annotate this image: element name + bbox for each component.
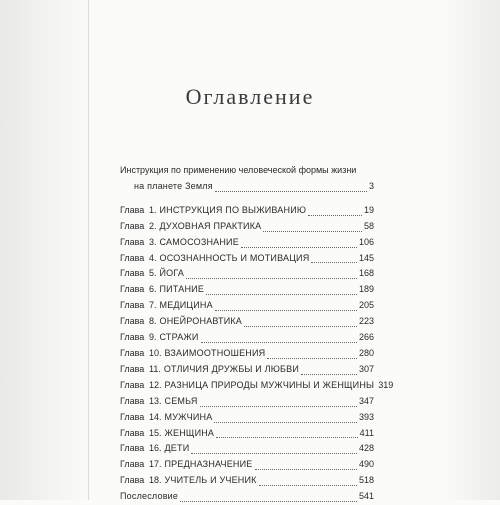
chapter-page-number: 319 bbox=[378, 379, 394, 390]
chapter-number: 7. bbox=[149, 300, 157, 311]
intro-entry bbox=[120, 179, 374, 195]
toc-entry bbox=[120, 346, 374, 362]
chapter-page-number: 280 bbox=[358, 347, 374, 358]
toc-entry bbox=[120, 426, 374, 442]
chapter-number: 11. bbox=[149, 363, 161, 374]
chapter-title: ОТЛИЧИЯ ДРУЖБЫ И ЛЮБВИ bbox=[163, 363, 300, 374]
dot-leader bbox=[201, 342, 357, 343]
intro-title-line2: на планете Земля bbox=[134, 180, 213, 191]
chapter-page-number: 168 bbox=[358, 268, 374, 279]
chapter-page-number: 58 bbox=[363, 220, 374, 231]
chapter-label: Глава bbox=[120, 443, 145, 454]
chapter-label: Глава bbox=[120, 411, 145, 422]
chapter-label: Глава bbox=[120, 363, 145, 374]
afterword-page-number: 541 bbox=[358, 491, 374, 502]
chapter-number: 12. bbox=[149, 379, 162, 390]
dot-leader bbox=[200, 406, 357, 407]
chapter-page-number: 145 bbox=[358, 252, 374, 263]
afterword-title: Послесловие bbox=[120, 491, 179, 502]
dot-leader bbox=[311, 262, 357, 263]
chapter-page-number: 347 bbox=[358, 395, 374, 406]
chapter-number: 10. bbox=[149, 347, 162, 358]
dot-leader bbox=[241, 247, 357, 248]
dot-leader bbox=[259, 485, 357, 486]
chapter-label: Глава bbox=[120, 395, 145, 406]
dot-leader bbox=[186, 278, 357, 279]
chapter-page-number: 106 bbox=[358, 236, 374, 247]
chapter-title: ПИТАНИЕ bbox=[159, 284, 205, 295]
chapter-label: Глава bbox=[120, 459, 145, 470]
dot-leader bbox=[180, 501, 357, 502]
chapter-page-number: 266 bbox=[358, 332, 374, 343]
chapter-number: 2. bbox=[149, 220, 157, 231]
chapter-title: РАЗНИЦА ПРИРОДЫ МУЖЧИНЫ И ЖЕНЩИНЫ bbox=[164, 379, 375, 390]
page-right-shadow bbox=[440, 0, 500, 500]
dot-leader bbox=[216, 437, 358, 438]
chapter-title: ИНСТРУКЦИЯ ПО ВЫЖИВАНИЮ bbox=[159, 204, 307, 215]
toc-entry bbox=[120, 457, 374, 473]
dot-leader bbox=[308, 215, 362, 216]
chapter-label: Глава bbox=[120, 268, 145, 279]
toc-entry bbox=[120, 219, 374, 235]
table-of-contents bbox=[120, 163, 394, 505]
toc-entry bbox=[120, 251, 374, 267]
chapter-number: 1. bbox=[149, 204, 157, 215]
chapter-label: Глава bbox=[120, 284, 145, 295]
dot-leader bbox=[214, 422, 357, 423]
chapter-number: 9. bbox=[149, 332, 157, 343]
dot-leader bbox=[215, 191, 367, 192]
chapter-page-number: 223 bbox=[358, 316, 374, 327]
chapter-label: Глава bbox=[120, 252, 145, 263]
chapter-number: 8. bbox=[149, 316, 157, 327]
toc-entry bbox=[120, 203, 374, 219]
chapter-number: 5. bbox=[149, 268, 157, 279]
toc-entry bbox=[120, 298, 374, 314]
toc-entry bbox=[120, 330, 374, 346]
chapter-title: ЖЕНЩИНА bbox=[164, 427, 215, 438]
chapter-label: Глава bbox=[120, 427, 145, 438]
chapter-number: 17. bbox=[149, 459, 162, 470]
chapter-page-number: 518 bbox=[358, 475, 374, 486]
chapter-page-number: 189 bbox=[358, 284, 374, 295]
dot-leader bbox=[301, 374, 357, 375]
page-gutter-shadow bbox=[0, 0, 92, 500]
chapter-number: 3. bbox=[149, 236, 157, 247]
chapter-label: Глава bbox=[120, 300, 145, 311]
page-edge-line bbox=[88, 0, 89, 500]
toc-entry bbox=[120, 235, 374, 251]
chapter-title: ПРЕДНАЗНАЧЕНИЕ bbox=[164, 459, 253, 470]
chapter-page-number: 428 bbox=[358, 443, 374, 454]
dot-leader bbox=[267, 358, 357, 359]
chapter-number: 6. bbox=[149, 284, 157, 295]
chapter-title: ДУХОВНАЯ ПРАКТИКА bbox=[159, 220, 262, 231]
toc-entry bbox=[120, 441, 374, 457]
chapter-number: 13. bbox=[149, 395, 162, 406]
chapter-label: Глава bbox=[120, 204, 145, 215]
chapter-number: 4. bbox=[149, 252, 157, 263]
dot-leader bbox=[244, 326, 357, 327]
chapter-number: 18. bbox=[149, 475, 162, 486]
toc-entry bbox=[120, 378, 394, 394]
chapter-page-number: 307 bbox=[358, 363, 374, 374]
chapter-page-number: 19 bbox=[363, 204, 374, 215]
dot-leader bbox=[255, 469, 357, 470]
toc-entry bbox=[120, 410, 374, 426]
chapter-number: 15. bbox=[149, 427, 162, 438]
chapter-page-number: 393 bbox=[358, 411, 374, 422]
chapter-title: МЕДИЦИНА bbox=[159, 300, 213, 311]
toc-entry bbox=[120, 394, 374, 410]
chapter-title: СТРАЖИ bbox=[159, 332, 199, 343]
chapter-title: СЕМЬЯ bbox=[164, 395, 198, 406]
chapter-label: Глава bbox=[120, 379, 145, 390]
chapter-title: ДЕТИ bbox=[164, 443, 190, 454]
toc-entry bbox=[120, 266, 374, 282]
chapter-number: 16. bbox=[149, 443, 162, 454]
chapter-title: ЙОГА bbox=[159, 268, 185, 279]
chapter-title: ВЗАИМООТНОШЕНИЯ bbox=[164, 347, 266, 358]
chapter-page-number: 490 bbox=[358, 459, 374, 470]
chapter-title: ОНЕЙРОНАВТИКА bbox=[159, 316, 243, 327]
chapter-page-number: 411 bbox=[359, 427, 374, 438]
chapter-label: Глава bbox=[120, 347, 145, 358]
chapter-number: 14. bbox=[149, 411, 162, 422]
chapter-title: МУЖЧИНА bbox=[164, 411, 213, 422]
chapter-page-number: 205 bbox=[358, 300, 374, 311]
chapter-label: Глава bbox=[120, 220, 145, 231]
afterword-entry bbox=[120, 489, 374, 505]
chapter-label: Глава bbox=[120, 332, 145, 343]
chapter-label: Глава bbox=[120, 236, 145, 247]
chapter-title: УЧИТЕЛЬ И УЧЕНИК bbox=[164, 475, 257, 486]
toc-entry bbox=[120, 473, 374, 489]
toc-entry bbox=[120, 282, 374, 298]
chapter-label: Глава bbox=[120, 316, 145, 327]
intro-page-number: 3 bbox=[368, 180, 374, 191]
dot-leader bbox=[215, 310, 357, 311]
dot-leader bbox=[206, 294, 357, 295]
chapter-title: САМОСОЗНАНИЕ bbox=[159, 236, 239, 247]
dot-leader bbox=[263, 231, 362, 232]
chapter-list bbox=[120, 203, 394, 489]
spacer bbox=[120, 195, 374, 203]
toc-entry bbox=[120, 362, 374, 378]
toc-entry bbox=[120, 314, 374, 330]
chapter-title: ОСОЗНАННОСТЬ И МОТИВАЦИЯ bbox=[159, 252, 310, 263]
chapter-label: Глава bbox=[120, 475, 145, 486]
dot-leader bbox=[191, 453, 357, 454]
intro-title-line1: Инструкция по применению человеческой формы жизни bbox=[120, 165, 357, 175]
page-title: Оглавление bbox=[185, 84, 315, 109]
